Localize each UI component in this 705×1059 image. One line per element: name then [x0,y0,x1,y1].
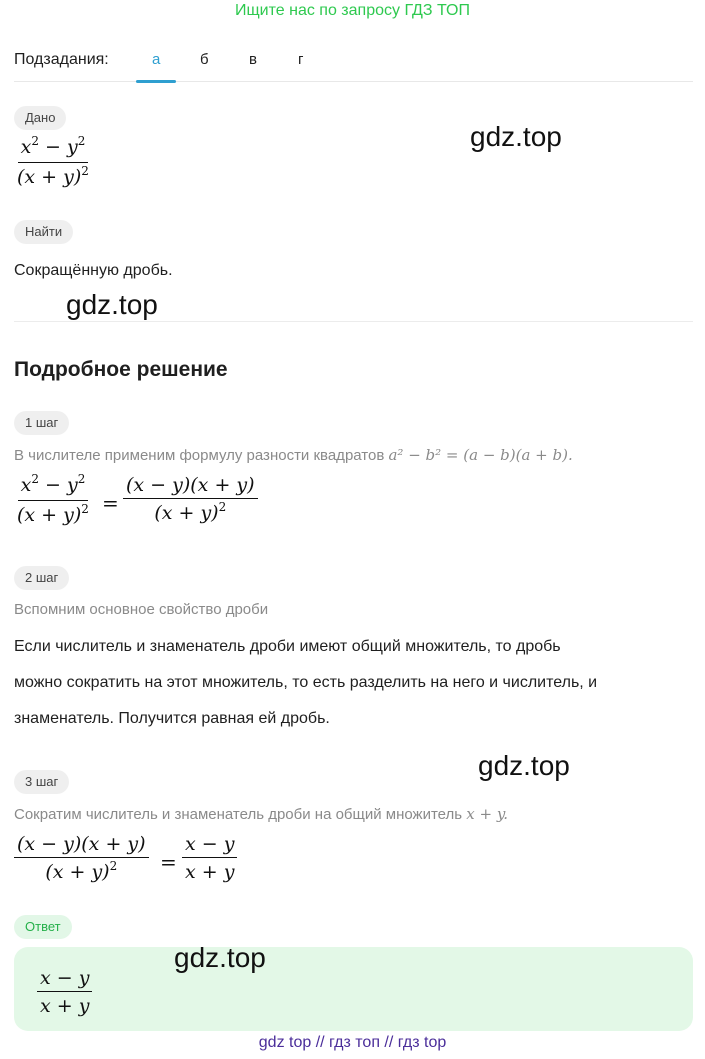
equals-sign: = [160,850,177,874]
step3-hint: Сократим числитель и знаменатель дроби на общий множитель x + y. [14,805,509,823]
answer-box [14,947,693,1031]
watermark: gdz.top [66,289,158,320]
solution-title: Подробное решение [14,358,228,381]
step3-lhs-fraction: $\frac{(x - y)(x + y)}{(x + y)^2}$ [14,833,149,885]
tab-a[interactable]: а [152,51,161,68]
section-divider [14,321,693,322]
step1-rhs-fraction: $\frac{(x - y)(x + y)}{(x + y)^2}$ [123,474,258,526]
step2-pill: 2 шаг [14,566,69,590]
watermark: gdz.top [470,121,562,152]
find-text: Сокращённую дробь. [14,262,173,279]
subtasks-bar [14,48,693,82]
step1-hint: В числителе применим формулу разности квадратов a² − b² = (a − b)(a + b). [14,446,573,464]
step3-rhs-fraction: $\frac{x - y}{x + y}$ [182,833,237,883]
tab-b[interactable]: б [200,51,209,68]
subtasks-label: Подзадания: [14,51,109,68]
step2-paragraph: Если числитель и знаменатель дроби имеют общий множитель, то дробь можно сократить на этот множитель, то есть разделить на него и числитель, и знаменатель. Получится равная ей дробь. [14,638,598,727]
given-fraction: $\frac{x^2 - y^2}{(x + y)^2}$ [17,134,89,188]
step3-pill: 3 шаг [14,770,69,794]
footer-links[interactable]: gdz top // гдз топ // гдз top [258,1034,447,1051]
equals-sign: = [102,491,119,515]
answer-pill: Ответ [14,915,72,939]
tab-g[interactable]: г [298,51,304,68]
step1-pill: 1 шаг [14,411,69,435]
watermark: gdz.top [174,942,266,973]
promo-banner-text[interactable]: Ищите нас по запросу ГДЗ ТОП [235,2,470,19]
find-pill: Найти [14,220,73,244]
answer-fraction: $\frac{x - y}{x + y}$ [37,967,92,1017]
step2-hint: Вспомним основное свойство дроби [14,601,269,618]
tab-v[interactable]: в [249,51,257,68]
active-tab-indicator [136,80,176,83]
step1-lhs-fraction: $\frac{x^2 - y^2}{(x + y)^2}$ [17,472,89,526]
given-pill: Дано [14,106,66,130]
watermark: gdz.top [478,750,570,781]
